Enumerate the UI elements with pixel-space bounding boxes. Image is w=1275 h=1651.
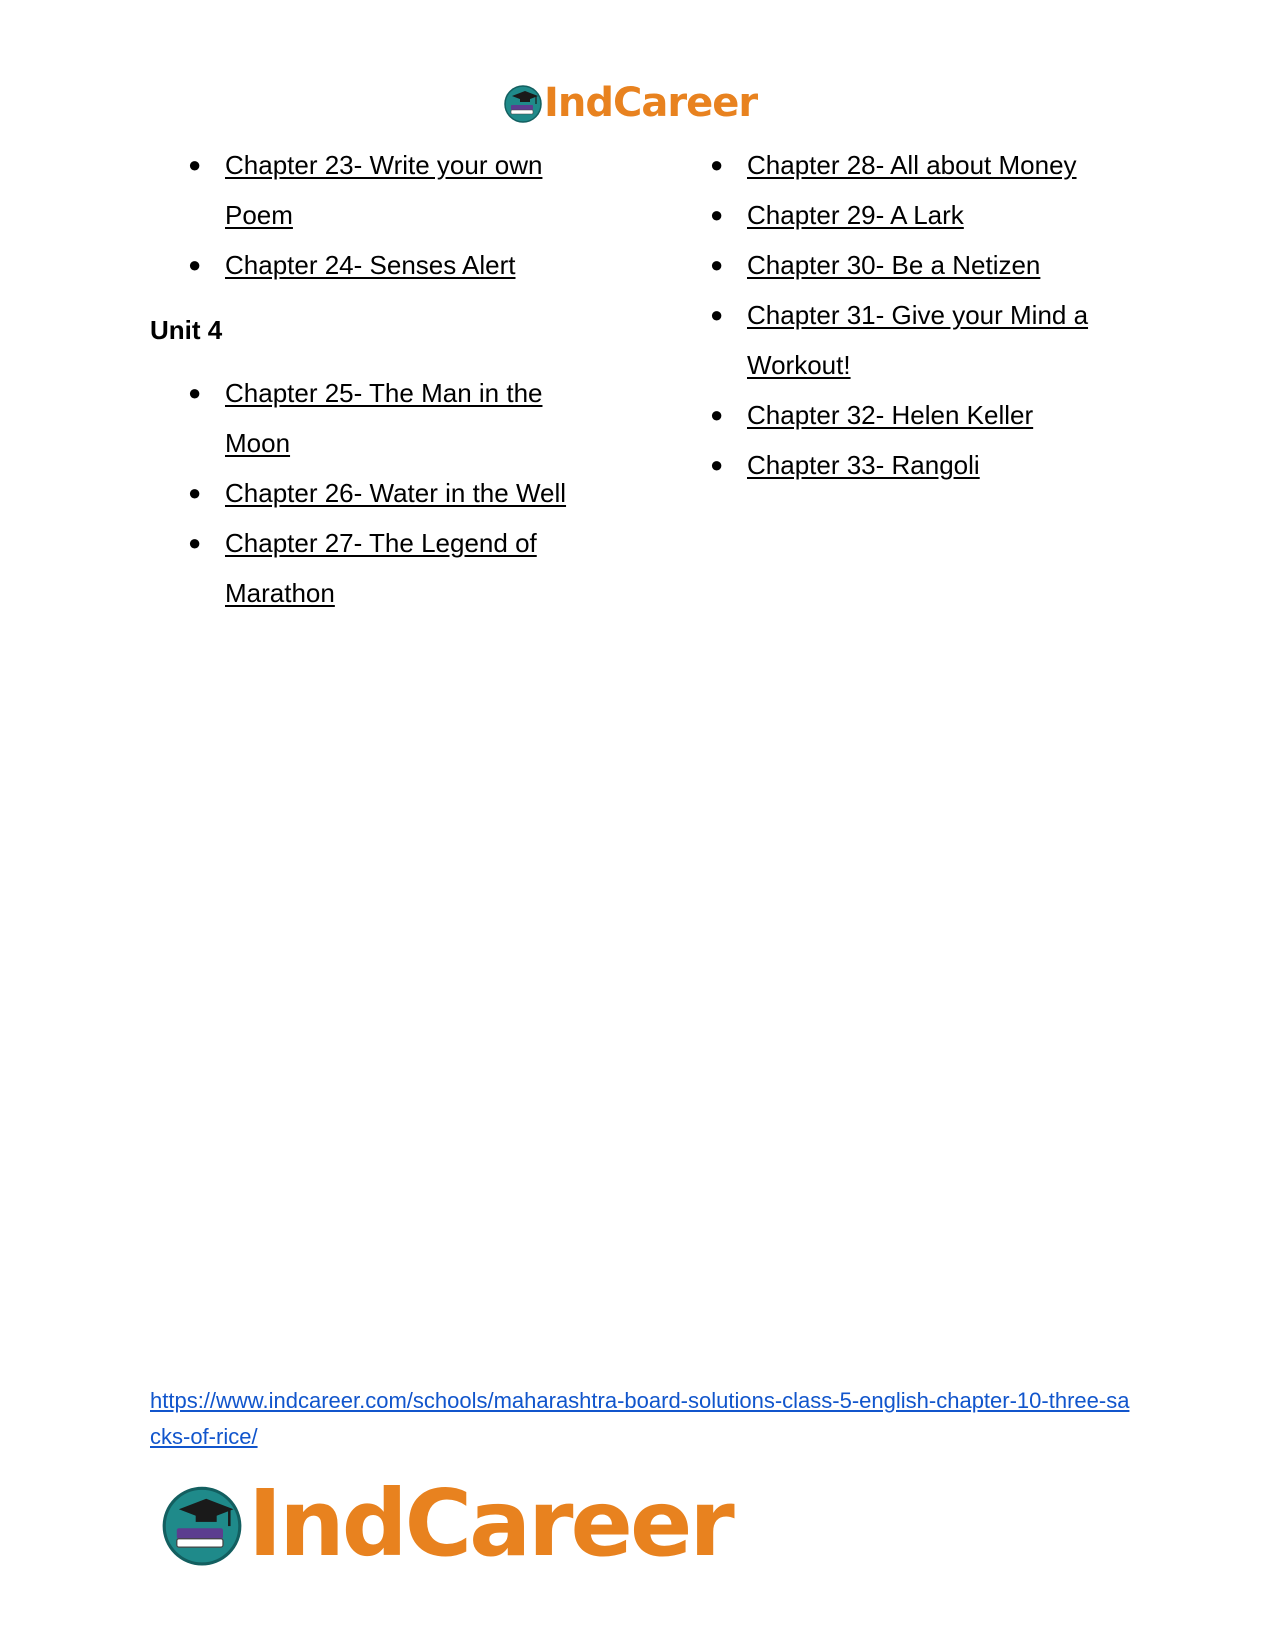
list-item [675,390,1195,440]
chapter-link[interactable]: Chapter 30- Be a Netizen [747,250,1041,280]
list-item [675,290,1157,390]
bullet-icon: ● [710,302,724,327]
graduation-cap-book-globe-icon [503,83,543,123]
source-link[interactable]: https://www.indcareer.com/schools/maharashtra-board-solutions-class-5-english-chapter-10-three-sacks-of-rice/ [150,1388,1130,1449]
bullet-icon: ● [710,402,724,427]
footer-url [150,1383,1140,1455]
list-item [675,140,1195,190]
list-item [150,468,620,518]
logo-text: IndCareer [248,1470,732,1577]
right-column [675,140,1195,490]
chapter-link[interactable]: Chapter 31- Give your Mind a Workout! [747,300,1089,380]
chapter-link[interactable]: Chapter 28- All about Money [747,150,1077,180]
bullet-icon: ● [188,152,202,177]
chapter-link[interactable]: Chapter 25- The Man in the Moon [225,378,543,458]
chapter-link[interactable]: Chapter 24- Senses Alert [225,250,516,280]
graduation-cap-book-globe-icon [160,1482,244,1566]
chapter-list [675,140,1195,490]
bullet-icon: ● [710,202,724,227]
list-item [150,368,605,468]
bullet-icon: ● [710,452,724,477]
bullet-icon: ● [188,480,202,505]
list-item [675,440,1195,490]
footer-logo [160,1470,732,1577]
list-item [150,140,605,240]
bullet-icon: ● [710,252,724,277]
chapter-link[interactable]: Chapter 26- Water in the Well [225,478,567,508]
bullet-icon: ● [188,380,202,405]
left-column [150,140,620,618]
chapter-link[interactable]: Chapter 33- Rangoli [747,450,980,480]
list-item [150,240,620,290]
list-item [675,240,1195,290]
chapter-link[interactable]: Chapter 29- A Lark [747,200,964,230]
list-item [150,518,605,618]
list-item [675,190,1195,240]
bullet-icon: ● [188,252,202,277]
chapter-list [150,140,620,290]
logo-text: IndCareer [544,80,758,126]
bullet-icon: ● [710,152,724,177]
chapter-link[interactable]: Chapter 32- Helen Keller [747,400,1034,430]
unit-heading: Unit 4 [150,315,223,345]
bullet-icon: ● [188,530,202,555]
chapter-link[interactable]: Chapter 27- The Legend of Marathon [225,528,537,608]
chapter-list [150,368,620,618]
header-logo [503,80,757,126]
chapter-link[interactable]: Chapter 23- Write your own Poem [225,150,543,230]
